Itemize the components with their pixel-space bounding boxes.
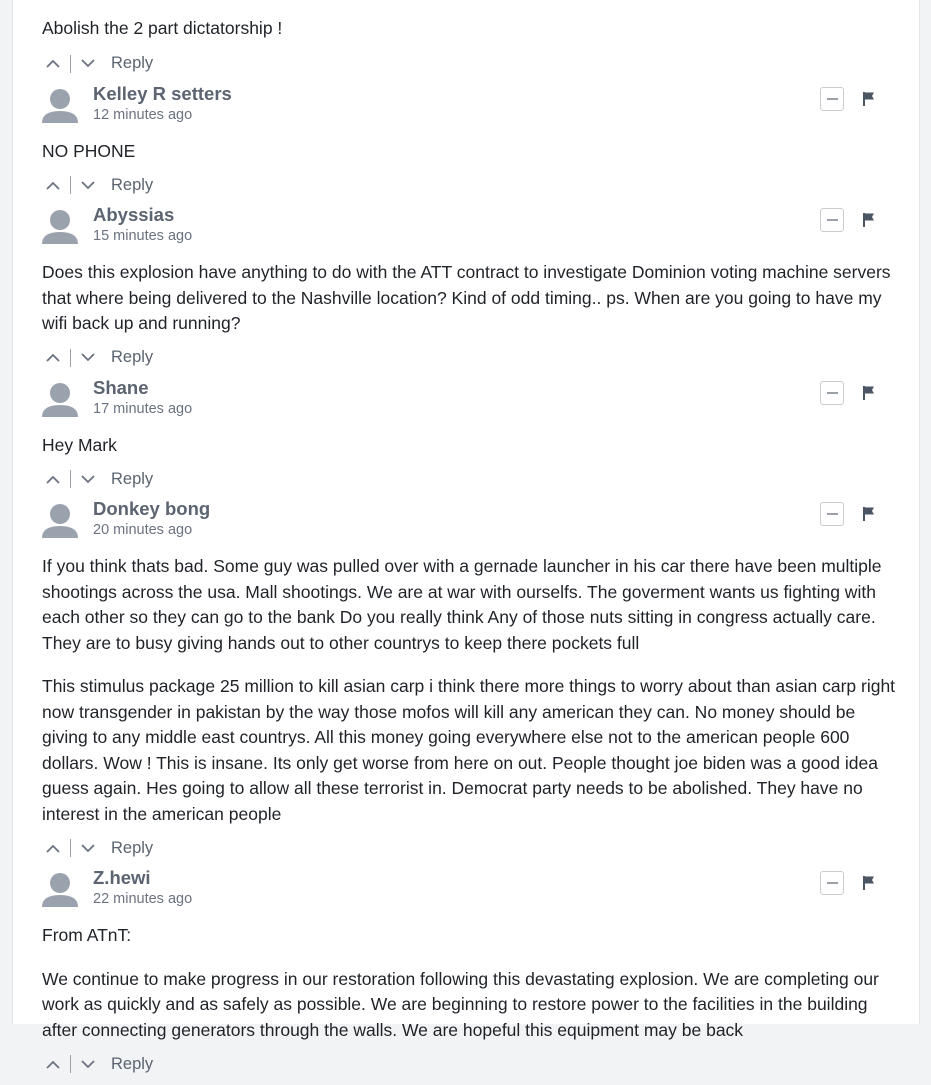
comment-body [42,923,897,1043]
vote-divider [70,349,71,367]
downvote-button[interactable] [77,1053,99,1075]
reply-button[interactable]: Reply [111,54,154,72]
comments-panel [12,0,920,1073]
comment-timestamp[interactable]: 22 minutes ago [93,891,193,907]
comment-timestamp[interactable]: 17 minutes ago [93,400,193,417]
chevron-up-icon [46,475,60,484]
minus-icon [827,882,838,884]
comment-thread [42,0,897,1085]
vote-divider [70,1055,71,1073]
comment-timestamp[interactable]: 15 minutes ago [93,228,193,244]
comment-header [42,500,897,546]
author-name[interactable]: Abyssias [93,204,175,225]
upvote-button[interactable] [42,347,64,369]
avatar-icon[interactable] [42,381,78,417]
comment-timestamp[interactable]: 20 minutes ago [93,522,193,538]
comment-actions [42,51,897,77]
comment-paragraph: Hey Mark [42,434,117,455]
comment [42,206,897,371]
comment-header [42,869,897,915]
chevron-up-icon [46,1060,60,1069]
comment-body [42,16,897,42]
downvote-button[interactable] [77,468,99,490]
collapse-button[interactable] [820,208,844,232]
comment-body [42,260,897,337]
upvote-button[interactable] [42,174,64,196]
comment-timestamp[interactable]: 12 minutes ago [93,106,193,123]
chevron-up-icon [46,181,60,190]
chevron-up-icon [46,353,60,362]
author-name[interactable]: Kelley R setters [93,82,232,104]
comment-body [42,554,897,827]
vote-divider [70,176,71,194]
comment-paragraph: From ATnT: [42,925,132,945]
flag-icon[interactable] [862,91,876,107]
collapse-button[interactable] [820,381,844,405]
chevron-down-icon [81,844,95,853]
upvote-button[interactable] [42,53,64,75]
comment-actions [42,466,897,492]
comment-paragraph: We continue to make progress in our restoration following this devastating explosion. We are completing our work as quickly and as safely as possible. We are beginning to restore power to the facilities in the building after connecting generators through the walls. We are hopeful this equipment may be back [42,968,879,1040]
minus-icon [827,513,838,515]
avatar-icon[interactable] [42,87,78,123]
reply-button[interactable]: Reply [111,1054,154,1073]
vote-divider [70,839,71,857]
comment-actions [42,345,897,371]
comment-actions [42,172,897,198]
downvote-button[interactable] [77,347,99,369]
collapse-button[interactable] [820,87,844,111]
comment-body [42,139,897,165]
comment-header [42,376,897,425]
comment-actions [42,835,897,861]
minus-icon [827,392,838,394]
reply-button[interactable]: Reply [111,838,154,857]
reply-button[interactable]: Reply [111,175,154,194]
flag-icon[interactable] [862,875,876,891]
author-name[interactable]: Shane [93,376,149,398]
chevron-down-icon [81,181,95,190]
flag-icon[interactable] [862,506,876,522]
minus-icon [827,219,838,221]
downvote-button[interactable] [77,53,99,75]
comment-paragraph: This stimulus package 25 million to kill asian carp i think there more things to worry about than asian carp right now transgender in pakistan by the way those mofos will kill any american they can. No money should be giving to any middle east countrys. All this money going everywhere else not to the american people 600 dollars. Wow ! This is insane. Its only get worse from here on out. People thought joe biden was a good idea guess again. Hes going to allow all these terrorist in. Democrat party needs to be abolished. They have no interest in the american people [42,676,896,824]
upvote-button[interactable] [42,837,64,859]
upvote-button[interactable] [42,468,64,490]
avatar-icon[interactable] [42,502,78,538]
chevron-up-icon [46,59,60,68]
comment-paragraph: If you think thats bad. Some guy was pulled over with a gernade launcher in his car there have been multiple shootings across the usa. Mall shootings. We are at war with ourselfs. The goverment wants us fighting with each other so they can go to the bank Do you really think Any of those nuts sitting in congress actually care. They are to busy giving hands out to other countrys to keep there pockets full [42,556,882,653]
author-name[interactable]: Donkey bong [93,498,211,519]
flag-icon[interactable] [862,212,876,228]
comment [42,82,897,199]
chevron-down-icon [81,59,95,68]
comment [42,0,897,77]
upvote-button[interactable] [42,1053,64,1075]
downvote-button[interactable] [77,174,99,196]
comment-header [42,82,897,131]
collapse-button[interactable] [820,502,844,526]
author-name[interactable]: Z.hewi [93,867,151,888]
chevron-down-icon [81,353,95,362]
minus-icon [827,98,838,100]
comment-paragraph: Does this explosion have anything to do with the ATT contract to investigate Dominion voting machine servers that where being delivered to the Nashville location? Kind of odd timing.. ps. When are you going to have my wifi back up and running? [42,262,891,333]
comment [42,376,897,493]
comment-paragraph: NO PHONE [42,140,136,161]
comment-list [42,82,897,1078]
comment [42,500,897,861]
chevron-down-icon [81,1060,95,1069]
avatar-icon[interactable] [42,208,78,244]
chevron-down-icon [81,475,95,484]
avatar-icon[interactable] [42,871,78,907]
comment [42,869,897,1077]
comment-header [42,206,897,252]
downvote-button[interactable] [77,837,99,859]
reply-button[interactable]: Reply [111,348,154,366]
comment-body [42,433,897,459]
collapse-button[interactable] [820,871,844,895]
chevron-up-icon [46,844,60,853]
comment-paragraph: Abolish the 2 part dictatorship ! [42,18,283,38]
reply-button[interactable]: Reply [111,469,154,488]
vote-divider [70,55,71,73]
flag-icon[interactable] [862,385,876,401]
vote-divider [70,470,71,488]
comment-actions [42,1051,897,1077]
